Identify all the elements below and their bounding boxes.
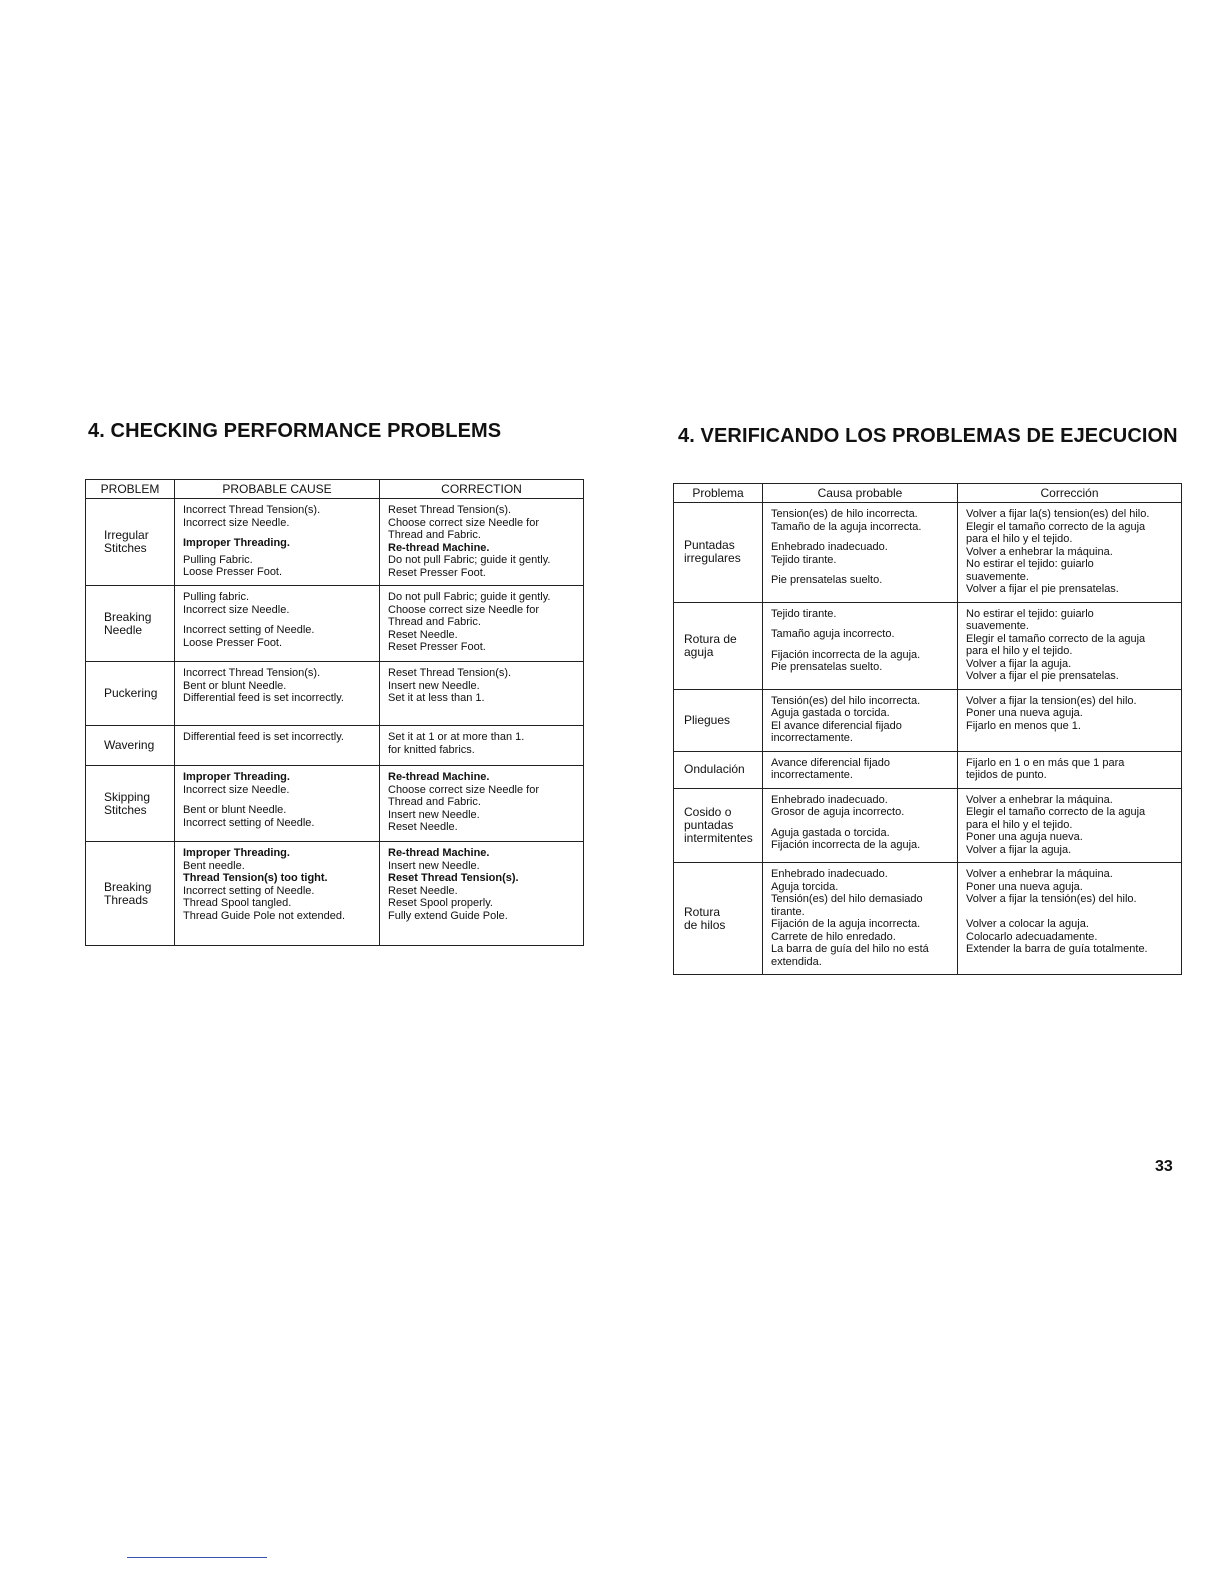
table-row [86,662,584,726]
cause-line: Incorrect size Needle. [183,603,290,616]
correction-line: Volver a enhebrar la máquina. [966,545,1113,558]
correction-line: for knitted fabrics. [388,743,475,756]
correction-cell [958,863,1182,975]
cause-line: Incorrect Thread Tension(s). [183,667,321,679]
cause-line: tirante. [771,905,805,918]
correction-line: Choose correct size Needle for [388,516,540,529]
correction-line: Elegir el tamaño correcto de la aguja [966,632,1146,645]
correction-line: Do not pull Fabric; guide it gently. [388,591,551,603]
problem-label: aguja [684,644,714,659]
problem-label: Breaking [104,609,152,624]
problem-label: Cosido o [684,804,732,819]
correction-line: Reset Presser Foot. [388,566,486,579]
problem-label: Needle [104,622,143,637]
correction-line: suavemente. [966,570,1029,583]
cause-line: Bent or blunt Needle. [183,804,287,816]
correction-line: suavemente. [966,620,1029,632]
correction-line: Do not pull Fabric; guide it gently. [388,554,551,566]
cause-line: Bent needle. [183,859,245,872]
problem-label: Skipping [104,789,151,804]
cause-line: Tamaño aguja incorrecto. [771,628,895,640]
correction-cell [958,788,1182,863]
problem-label: Ondulación [684,762,745,776]
cause-line: Thread Tension(s) too tight. [183,872,328,884]
problem-cell [86,726,175,766]
correction-line: Volver a fijar el pie prensatelas. [966,670,1119,682]
cause-line: Improper Threading. [183,771,290,783]
cause-cell [763,503,958,603]
correction-line: Extender la barra de guía totalmente. [966,943,1148,955]
table-row [674,863,1182,975]
correction-line: Reset Needle. [388,628,458,641]
correction-line: Choose correct size Needle for [388,783,540,796]
table-row [674,751,1182,788]
cause-line: Fijación de la aguja incorrecta. [771,918,921,930]
header-problem: PROBLEM [86,480,175,499]
correction-cell [380,726,584,766]
cause-line: Tensión(es) del hilo incorrecta. [771,694,921,707]
table-row [674,788,1182,863]
correction-line: Fully extend Guide Pole. [388,909,508,922]
correction-line: Volver a fijar la tension(es) del hilo. [966,694,1137,707]
problem-label: Rotura de [684,631,737,646]
cause-cell [175,766,380,842]
problem-cell [86,842,175,946]
correction-cell [380,499,584,586]
cause-line: Incorrect Thread Tension(s). [183,504,321,516]
correction-line: Fijarlo en menos que 1. [966,719,1081,732]
table-body [86,499,584,946]
problem-cell [86,586,175,662]
cause-cell [763,602,958,689]
cause-cell [175,499,380,586]
problem-label: intermitentes [684,830,753,845]
problem-label: Stitches [104,802,147,817]
cause-cell [763,751,958,788]
cause-line: Differential feed is set incorrectly. [183,692,344,704]
correction-line: Poner una nueva aguja. [966,880,1083,893]
problem-cell [674,863,763,975]
cause-line: La barra de guía del hilo no está [771,943,929,955]
correction-line: Thread and Fabric. [388,529,481,541]
correction-line: Poner una nueva aguja. [966,707,1083,719]
correction-cell [958,602,1182,689]
correction-line: para el hilo y el tejido. [966,818,1073,831]
correction-cell [380,842,584,946]
table-header-row [674,484,1182,503]
footer-rule [127,1557,267,1558]
cause-line: Pie prensatelas suelto. [771,574,883,586]
correction-line: Volver a colocar la aguja. [966,918,1089,930]
correction-line: Reset Thread Tension(s). [388,504,512,516]
correction-line: No estirar el tejido: guiarlo [966,558,1094,570]
problem-cell [674,689,763,751]
cause-line: Tejido tirante. [771,553,837,566]
correction-line: Volver a fijar la aguja. [966,843,1072,856]
correction-line: Re-thread Machine. [388,541,490,554]
cause-line: Incorrect size Needle. [183,516,290,529]
problem-label: Stitches [104,541,147,555]
cause-line: Tamaño de la aguja incorrecta. [771,520,922,533]
correction-line: Reset Thread Tension(s). [388,667,512,679]
cause-line: Pulling Fabric. [183,553,253,566]
header-problema: Problema [674,484,763,503]
table-body [674,503,1182,975]
cause-line: Improper Threading. [183,537,290,549]
table-row [86,766,584,842]
correction-cell [380,662,584,726]
cause-line: Thread Spool tangled. [183,897,292,909]
cause-line: Aguja gastada o torcida. [771,707,890,719]
troubleshooting-table-spanish [673,483,1182,975]
problem-label: Breaking [104,879,152,894]
cause-line: Aguja torcida. [771,880,839,893]
correction-line: Re-thread Machine. [388,847,490,859]
problem-cell [674,788,763,863]
cause-line: extendida. [771,955,822,968]
problem-label: Irregular [104,528,149,542]
cause-line: Carrete de hilo enredado. [771,930,896,943]
header-probable-cause: PROBABLE CAUSE [175,480,380,499]
page-title-spanish: 4. VERIFICANDO LOS PROBLEMAS DE EJECUCION [678,425,1178,447]
table-row [674,689,1182,751]
problem-label: irregulares [684,551,741,566]
cause-cell [175,662,380,726]
correction-line: Volver a enhebrar la máquina. [966,793,1113,806]
problem-cell [674,503,763,603]
cause-cell [763,689,958,751]
cause-cell [175,586,380,662]
correction-line: Reset Thread Tension(s). [388,872,519,884]
cause-line: incorrectamente. [771,769,853,781]
correction-line: Colocarlo adecuadamente. [966,930,1098,943]
cause-line: Loose Presser Foot. [183,566,283,578]
correction-line: Volver a fijar el pie prensatelas. [966,583,1119,595]
cause-line: Tensión(es) del hilo demasiado [771,893,923,905]
cause-line: Enhebrado inadecuado. [771,793,888,806]
problem-cell [86,662,175,726]
problem-label: Puntadas [684,538,735,553]
correction-line: No estirar el tejido: guiarlo [966,607,1094,620]
correction-line: Elegir el tamaño correcto de la aguja [966,806,1146,818]
cause-line: incorrectamente. [771,732,853,744]
correction-line: Reset Presser Foot. [388,641,486,653]
table-row [674,503,1182,603]
header-correction: CORRECTION [380,480,584,499]
correction-line: para el hilo y el tejido. [966,645,1073,657]
cause-line: Loose Presser Foot. [183,636,283,649]
correction-line: Insert new Needle. [388,679,480,692]
problem-label: de hilos [684,917,726,932]
cause-line: Fijación incorrecta de la aguja. [771,839,921,851]
problem-label: Wavering [104,738,155,752]
correction-line: Reset Needle. [388,884,458,897]
table-row [86,726,584,766]
table-row [86,842,584,946]
cause-cell [763,788,958,863]
table-header-row [86,480,584,499]
cause-line: Tension(es) de hilo incorrecta. [771,508,918,520]
cause-line: Avance diferencial fijado [771,756,891,769]
correction-cell [958,751,1182,788]
correction-line: Set it at 1 or at more than 1. [388,731,525,743]
cause-line: Incorrect setting of Needle. [183,816,315,829]
correction-line: tejidos de punto. [966,769,1047,781]
cause-cell [175,726,380,766]
cause-line: Incorrect setting of Needle. [183,884,315,897]
cause-line: Grosor de aguja incorrecto. [771,806,905,818]
problem-cell [86,499,175,586]
correction-line: Reset Needle. [388,821,458,833]
correction-cell [380,586,584,662]
cause-line: Enhebrado inadecuado. [771,541,888,553]
header-correccion: Corrección [958,484,1182,503]
cause-line: Fijación incorrecta de la aguja. [771,648,921,661]
table-row [674,602,1182,689]
correction-line: Thread and Fabric. [388,616,481,628]
problem-label: Pliegues [684,712,731,727]
cause-cell [175,842,380,946]
correction-line: Re-thread Machine. [388,771,490,783]
page-number: 33 [1155,1158,1173,1175]
correction-line: Choose correct size Needle for [388,603,540,616]
correction-line: Volver a fijar la tensión(es) del hilo. [966,893,1137,905]
correction-line: Elegir el tamaño correcto de la aguja [966,520,1146,533]
correction-line: Reset Spool properly. [388,897,493,909]
problem-label: Threads [104,892,149,907]
cause-line: Aguja gastada o torcida. [771,826,890,839]
correction-cell [958,503,1182,603]
problem-cell [674,602,763,689]
correction-line: Poner una aguja nueva. [966,831,1083,843]
cause-line: Improper Threading. [183,847,290,859]
correction-line: Volver a enhebrar la máquina. [966,868,1113,880]
cause-line: Enhebrado inadecuado. [771,868,888,880]
page-title-english: 4. CHECKING PERFORMANCE PROBLEMS [88,420,502,442]
correction-line: Volver a fijar la aguja. [966,657,1072,670]
problem-label: puntadas [684,817,734,832]
table-row [86,499,584,586]
correction-line: Insert new Needle. [388,808,480,821]
correction-line: Thread and Fabric. [388,796,481,808]
correction-cell [380,766,584,842]
cause-line: Incorrect size Needle. [183,783,290,796]
problem-cell [86,766,175,842]
cause-line: Bent or blunt Needle. [183,679,287,692]
correction-line: Set it at less than 1. [388,692,485,704]
cause-line: Incorrect setting of Needle. [183,624,315,636]
problem-cell [674,751,763,788]
cause-line: Pie prensatelas suelto. [771,661,883,673]
header-causa-probable: Causa probable [763,484,958,503]
troubleshooting-table-english [85,479,584,946]
problem-label: Rotura [684,904,721,919]
correction-cell [958,689,1182,751]
cause-line: Tejido tirante. [771,607,837,620]
correction-line: para el hilo y el tejido. [966,533,1073,545]
correction-line: Volver a fijar la(s) tension(es) del hilo. [966,508,1150,520]
correction-line: Fijarlo en 1 o en más que 1 para [966,756,1125,769]
cause-cell [763,863,958,975]
correction-line [966,906,1175,919]
cause-line: Pulling fabric. [183,591,250,603]
cause-line: Thread Guide Pole not extended. [183,909,346,922]
problem-label: Puckering [104,686,158,700]
cause-line: El avance diferencial fijado [771,719,902,732]
correction-line: Insert new Needle. [388,859,480,872]
table-row [86,586,584,662]
cause-line: Differential feed is set incorrectly. [183,731,344,743]
